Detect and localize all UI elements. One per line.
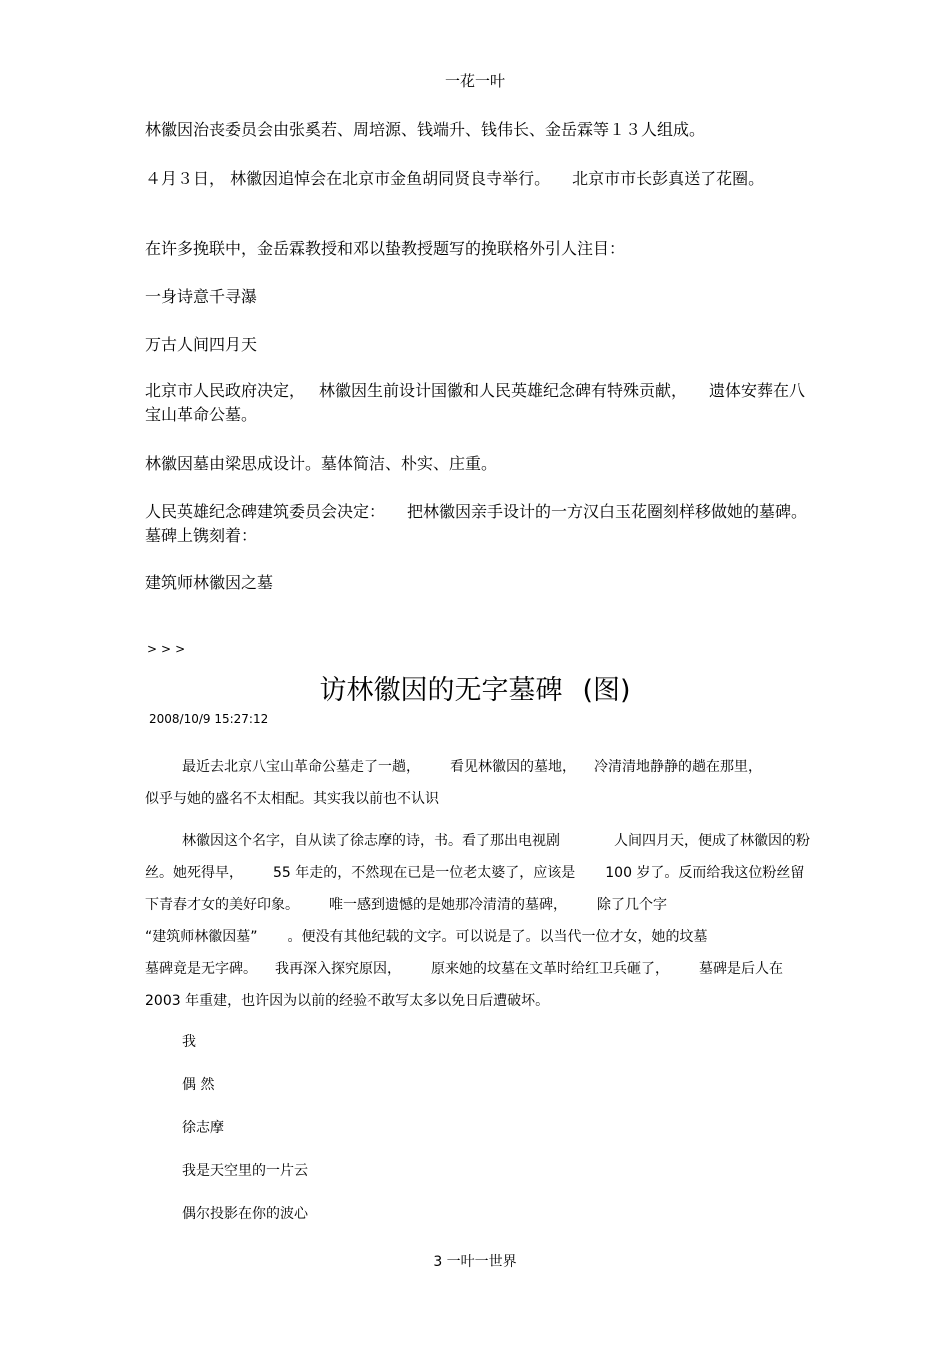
para2-text-m: 2003 年重建，也许因为以前的经验不敢写太多以免日后遭破坏。 <box>145 993 550 1009</box>
gov-text-a: 北京市人民政府决定， <box>145 381 306 400</box>
memorial-paragraph <box>145 167 815 191</box>
committee2-text-b: 把林徽因亲手设计的一方汉白玉花圈刻样移做她的墓碑。墓碑上镌刻着： <box>145 502 808 545</box>
para2-text-k: 原来她的坟墓在文革时给红卫兵砸了， <box>431 961 669 977</box>
memorial-text-b: 北京市市长彭真送了花圈。 <box>572 169 765 188</box>
para1-text-d: 似乎与她的盛名不太相配。其实我以前也不认识 <box>145 791 439 807</box>
poem-line-5: 偶尔投影在你的波心 <box>182 1206 308 1222</box>
gov-text-c: 遗体安葬在八宝山革命公墓。 <box>145 381 806 424</box>
para2-text-j: 我再深入探究原因， <box>275 961 401 977</box>
para2-text-e: 唯一感到遗憾的是她那冷清清的墓碑， <box>329 897 567 913</box>
couplet-intro: 在许多挽联中，金岳霖教授和邓以蛰教授题写的挽联格外引人注目： <box>145 239 626 258</box>
article-title-text: 访林徽因的无字墓碑 <box>319 675 563 706</box>
tomb-design-paragraph: 林徽因墓由梁思成设计。墓体简洁、朴实、庄重。 <box>145 454 498 473</box>
article-paragraph-2 <box>145 825 815 1017</box>
poem-author: 徐志摩 <box>182 1120 224 1136</box>
para2-text-l: 墓碑是后人在 <box>699 961 783 977</box>
inscription-text: 建筑师林徽因之墓 <box>145 573 274 592</box>
para2-text-b: 人间四月天，便成了林徽因的粉丝。她死得早， <box>145 833 810 881</box>
para1-text-c: 冷清清地静静的趟在那里， <box>594 759 762 775</box>
para2-text-g: “建筑师林徽因墓” <box>145 929 258 945</box>
committee-paragraph: 林徽因治丧委员会由张奚若、周培源、钱端升、钱伟长、金岳霖等１３人组成。 <box>145 120 706 139</box>
poem-line-1: 我 <box>182 1034 196 1050</box>
nav-arrows: >>> <box>147 642 190 656</box>
article-paragraph-1 <box>145 751 815 815</box>
para2-text-c: 55 年走的，不然现在已是一位老太婆了，应该是 <box>273 865 576 881</box>
couplet-line-1: 一身诗意千寻瀑 <box>145 287 258 306</box>
committee2-text-a: 人民英雄纪念碑建筑委员会决定： <box>145 502 386 521</box>
poem-title: 偶 然 <box>182 1077 215 1093</box>
para2-text-h: 。便没有其他纪载的文字。可以说是了。以当代一位才女，她的坟墓 <box>287 929 708 945</box>
para2-text-a: 林徽因这个名字，自从读了徐志摩的诗，书。看了那出电视剧 <box>182 833 560 849</box>
para2-text-d: 100 岁了。反而给我这位粉丝留下青春才女的美好印象。 <box>145 865 805 913</box>
article-title-suffix: (图) <box>582 675 631 706</box>
government-decision-paragraph <box>145 379 815 427</box>
para1-text-a: 最近去北京八宝山革命公墓走了一趟， <box>182 759 420 775</box>
para1-text-b: 看见林徽因的墓地， <box>450 759 576 775</box>
monument-committee-paragraph <box>145 500 815 548</box>
poem-line-4: 我是天空里的一片云 <box>182 1163 308 1179</box>
article-date: 2008/10/9 15:27:12 <box>149 712 269 726</box>
memorial-text-a: ４月３日， 林徽因追悼会在北京市金鱼胡同贤良寺举行。 <box>145 169 551 188</box>
couplet-line-2: 万古人间四月天 <box>145 335 258 354</box>
gov-text-b: 林徽因生前设计国徽和人民英雄纪念碑有特殊贡献， <box>319 381 688 400</box>
para2-text-f: 除了几个字 <box>597 897 667 913</box>
article-title <box>0 668 950 707</box>
para2-text-i: 墓碑竟是无字碑。 <box>145 961 257 977</box>
page-footer: 3 一叶一世界 <box>433 1254 517 1270</box>
page-header: 一花一叶 <box>444 72 505 90</box>
